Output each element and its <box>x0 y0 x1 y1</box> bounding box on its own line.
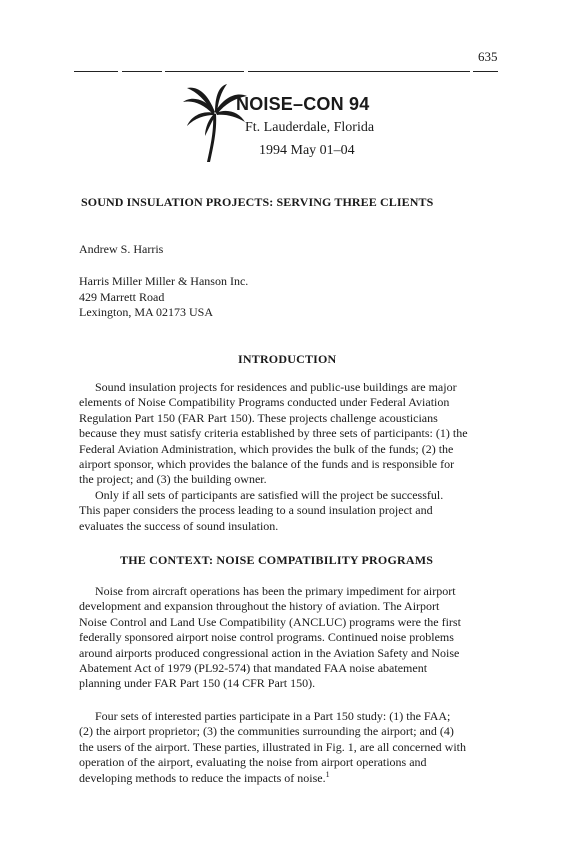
text-span: developing methods to reduce the impacts of noise. <box>79 770 326 785</box>
context-paragraph-1 <box>79 584 509 692</box>
conference-date: 1994 May 01–04 <box>259 143 355 158</box>
text-line: the project; and (3) the building owner. <box>79 472 267 487</box>
text-line: Sound insulation projects for residences and public-use buildings are major <box>95 380 457 394</box>
text-line: airport sponsor, which provides the balance of the funds and is responsible for <box>79 457 455 472</box>
text-line: elements of Noise Compatibility Programs conducted under Federal Aviation <box>79 395 450 410</box>
text-line: federally sponsored airport noise control programs. Continued noise problems <box>79 630 454 645</box>
intro-paragraph-2 <box>79 488 509 534</box>
page-number: 635 <box>478 49 498 64</box>
conference-location: Ft. Lauderdale, Florida <box>245 120 375 135</box>
header-rule <box>74 71 498 72</box>
text-line: Noise from aircraft operations has been the primary impediment for airport <box>95 584 456 598</box>
text-line: This paper considers the process leading to a sound insulation project and <box>79 503 433 518</box>
text-line: Federal Aviation Administration, which provides the bulk of the funds; (2) the <box>79 441 454 456</box>
rule-break <box>470 69 473 73</box>
intro-paragraph-1 <box>79 380 509 488</box>
text-line: Four sets of interested parties participate in a Part 150 study: (1) the FAA; <box>95 709 451 723</box>
conference-name: NOISE–CON 94 <box>236 94 370 114</box>
rule-break <box>162 69 165 73</box>
text-line: development and expansion throughout the history of aviation. The Airport <box>79 599 440 614</box>
text-line <box>79 771 509 786</box>
affiliation-line: Lexington, MA 02173 USA <box>79 305 214 319</box>
author-affiliation <box>79 274 248 321</box>
text-line: the users of the airport. These parties, illustrated in Fig. 1, are all concerned with <box>79 739 466 754</box>
text-line: Only if all sets of participants are satisfied will the project be successful. <box>95 488 444 502</box>
text-line: Noise Control and Land Use Compatibility (ANCLUC) programs were the first <box>79 614 461 629</box>
text-line: (2) the airport proprietor; (3) the communities surrounding the airport; and (4) <box>79 724 454 739</box>
text-line: Abatement Act of 1979 (PL92-574) that mandated FAA noise abatement <box>79 661 428 676</box>
text-line: planning under FAR Part 150 (14 CFR Part 150). <box>79 676 316 691</box>
author-name: Andrew S. Harris <box>79 242 164 256</box>
section-heading-introduction: INTRODUCTION <box>238 352 337 366</box>
rule-break <box>118 69 122 73</box>
section-heading-context: THE CONTEXT: NOISE COMPATIBILITY PROGRAMS <box>120 553 434 567</box>
footnote-marker: 1 <box>325 769 330 779</box>
text-line: because they must satisfy criteria established by three sets of participants: (1) the <box>79 426 468 441</box>
paper-title: SOUND INSULATION PROJECTS: SERVING THREE CLIENTS <box>81 195 434 209</box>
affiliation-line: 429 Marrett Road <box>79 289 165 304</box>
context-paragraph-2 <box>79 709 509 786</box>
text-line: around airports produced congressional action in the Aviation Safety and Noise <box>79 645 460 660</box>
text-line: Regulation Part 150 (FAR Part 150). These projects challenge acousticians <box>79 410 438 425</box>
text-line: operation of the airport, evaluating the noise from airport operations and <box>79 755 427 770</box>
rule-break <box>244 69 248 73</box>
affiliation-line: Harris Miller Miller & Hanson Inc. <box>79 274 249 288</box>
text-line: evaluates the success of sound insulation. <box>79 518 279 533</box>
